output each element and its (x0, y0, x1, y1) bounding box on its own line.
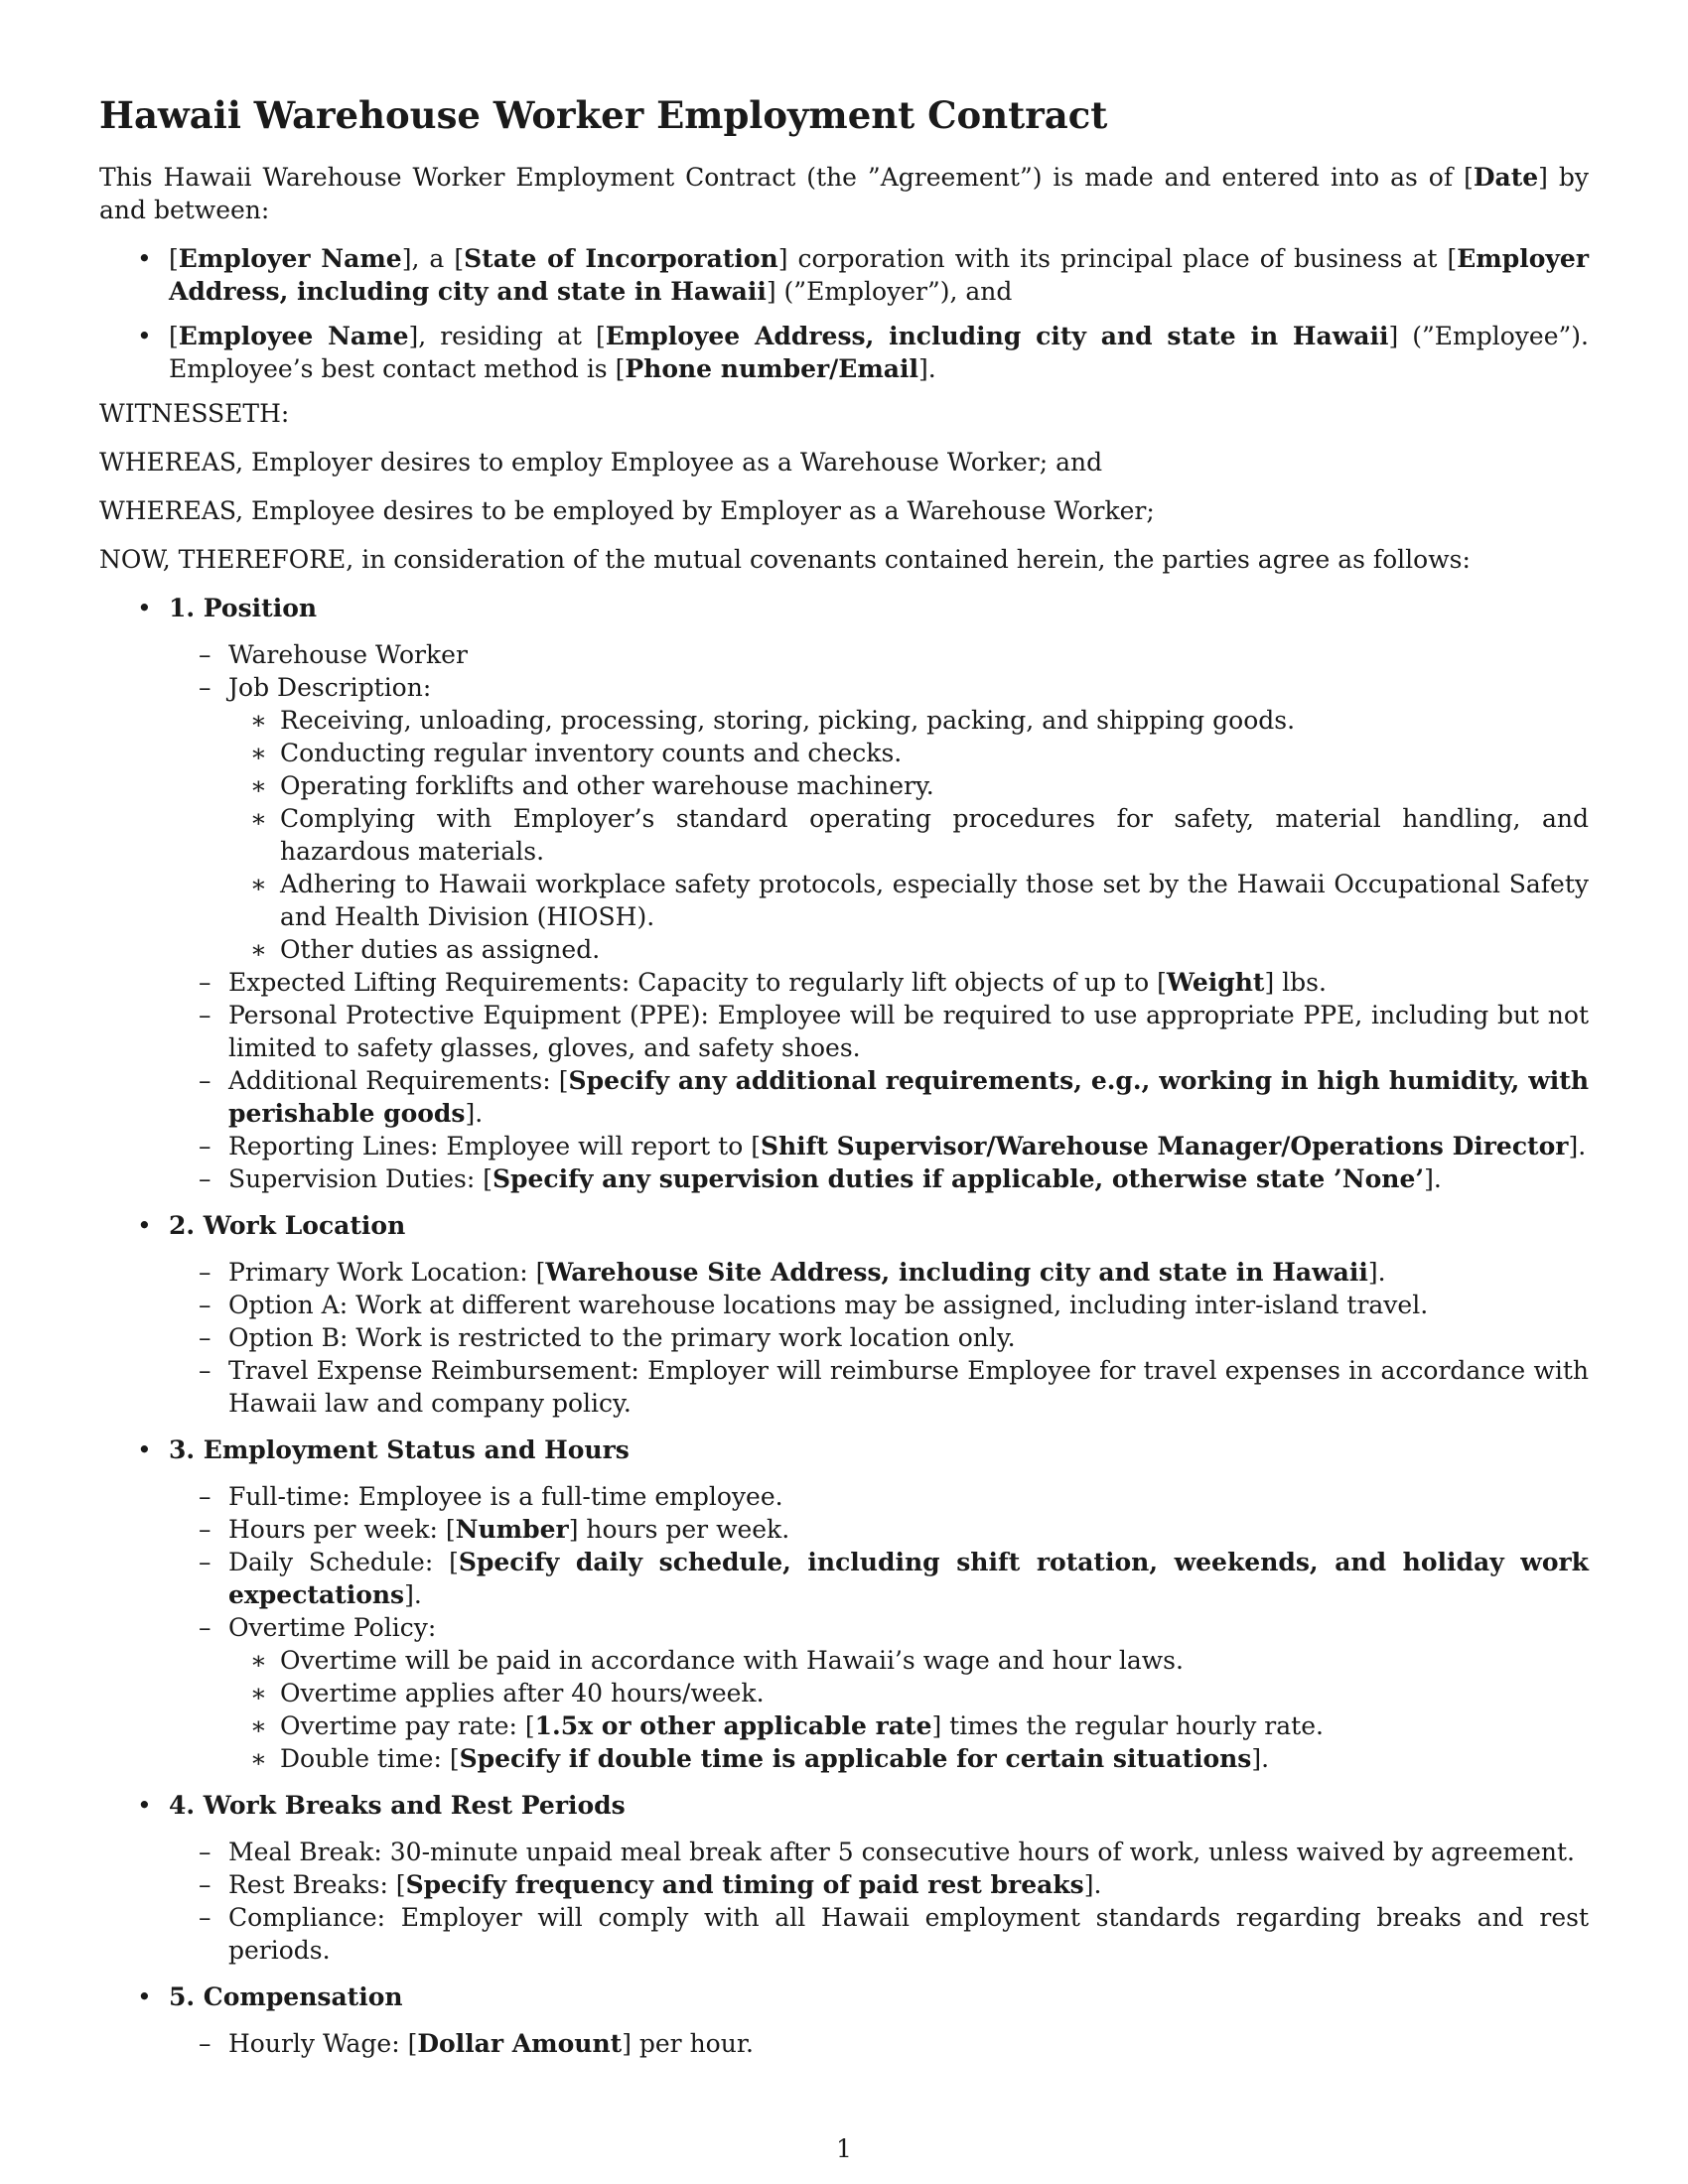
text: ] per hour. (622, 2029, 754, 2058)
list-item: – Full-time: Employee is a full-time employee. (169, 1480, 1589, 1513)
breaks-items (169, 1836, 1589, 1967)
page-number: 1 (836, 2134, 852, 2163)
list-item: ∗ Complying with Employer’s standard operating procedures for safety, material handling, and hazardous materials. (228, 802, 1589, 868)
section-position (99, 592, 1589, 1195)
text: Reporting Lines: Employee will report to [ (228, 1132, 761, 1160)
intro-paragraph (99, 161, 1589, 226)
text: ] (”Employee”). Employee’s best contact method is [ (169, 322, 1590, 383)
text: Daily Schedule: [ (228, 1548, 459, 1576)
text: Primary Work Location: [ (228, 1258, 546, 1287)
date-placeholder: Date (1473, 163, 1539, 192)
text: ] hours per week. (568, 1515, 790, 1544)
text: [ (169, 322, 179, 350)
text: ]. (465, 1099, 484, 1128)
text: ] times the regular hourly rate. (931, 1711, 1324, 1740)
sections-list (99, 592, 1589, 2060)
text: Supervision Duties: [ (228, 1164, 492, 1193)
weight-placeholder: Weight (1166, 968, 1265, 997)
employee-name-placeholder: Employee Name (178, 322, 409, 350)
text: ], residing at [ (408, 322, 606, 350)
section-title: • 3. Employment Status and Hours (169, 1435, 630, 1464)
reporting-placeholder: Shift Supervisor/Warehouse Manager/Operations Director (760, 1132, 1569, 1160)
list-item: – Warehouse Worker (169, 638, 1589, 671)
compensation-items (169, 2027, 1589, 2060)
list-item: ∗ Operating forklifts and other warehouse machinery. (228, 769, 1589, 802)
text: ] lbs. (1264, 968, 1327, 997)
text: ]. (1083, 1870, 1102, 1899)
employee-party (99, 320, 1589, 385)
document-page (99, 79, 1589, 2074)
employer-address-placeholder: Employer Address, including city and state in Hawaii (169, 244, 1589, 306)
site-address-placeholder: Warehouse Site Address, including city and state in Hawaii (545, 1258, 1368, 1287)
section-title: • 1. Position (169, 594, 318, 622)
whereas-employee: WHEREAS, Employee desires to be employed by Employer as a Warehouse Worker; (99, 496, 1155, 525)
list-item: ∗ Overtime applies after 40 hours/week. (228, 1677, 1589, 1709)
section-title: • 5. Compensation (169, 1982, 403, 2011)
intro-text: This Hawaii Warehouse Worker Employment Contract (the ”Agreement”) is made and entered into as of [ (99, 163, 1474, 192)
list-item (169, 1868, 1589, 1901)
text: ]. (404, 1580, 422, 1609)
list-item: ∗ Receiving, unloading, processing, storing, picking, packing, and shipping goods. (228, 704, 1589, 737)
wage-placeholder: Dollar Amount (417, 2029, 623, 2058)
section-breaks (99, 1789, 1589, 1967)
employer-name-placeholder: Employer Name (178, 244, 402, 273)
parties-list (99, 242, 1589, 385)
text: Double time: [ (280, 1744, 460, 1773)
list-item: ∗ Conducting regular inventory counts and checks. (228, 737, 1589, 769)
section-work-location (99, 1209, 1589, 1420)
list-item (169, 2027, 1589, 2060)
contact-placeholder: Phone number/Email (625, 354, 918, 383)
text: Expected Lifting Requirements: Capacity to regularly lift objects of up to [ (228, 968, 1167, 997)
overtime-rate-placeholder: 1.5x or other applicable rate (534, 1711, 932, 1740)
list-item (228, 1709, 1589, 1742)
text: ]. (1424, 1164, 1442, 1193)
whereas-employer: WHEREAS, Employer desires to employ Employee as a Warehouse Worker; and (99, 448, 1103, 477)
list-item: – Meal Break: 30-minute unpaid meal break after 5 consecutive hours of work, unless waived by agreement. (169, 1836, 1589, 1868)
list-item (169, 1546, 1589, 1611)
employer-party (99, 242, 1589, 308)
list-item (228, 1742, 1589, 1775)
text: Overtime pay rate: [ (280, 1711, 535, 1740)
list-item: – Travel Expense Reimbursement: Employer will reimburse Employee for travel expenses in accordance with Hawaii law and company policy. (169, 1354, 1589, 1420)
list-item: ∗ Other duties as assigned. (228, 933, 1589, 966)
document-title: Hawaii Warehouse Worker Employment Contract (99, 93, 1108, 137)
now-therefore: NOW, THEREFORE, in consideration of the mutual covenants contained herein, the parties agree as follows: (99, 545, 1471, 574)
text: ], a [ (401, 244, 465, 273)
text: Hourly Wage: [ (228, 2029, 418, 2058)
list-item: – Option A: Work at different warehouse locations may be assigned, including inter-island travel. (169, 1289, 1589, 1321)
list-item (169, 1256, 1589, 1289)
employee-address-placeholder: Employee Address, including city and state in Hawaii (605, 322, 1389, 350)
double-time-placeholder: Specify if double time is applicable for certain situations (459, 1744, 1252, 1773)
text: ] corporation with its principal place of business at [ (777, 244, 1458, 273)
list-item (169, 671, 1589, 966)
text: ]. (1251, 1744, 1270, 1773)
section-compensation (99, 1980, 1589, 2060)
list-item (169, 1611, 1589, 1775)
list-item (169, 1064, 1589, 1130)
list-item: – Option B: Work is restricted to the primary work location only. (169, 1321, 1589, 1354)
work-location-items (169, 1256, 1589, 1420)
list-item: – Compliance: Employer will comply with all Hawaii employment standards regarding breaks and rest periods. (169, 1901, 1589, 1967)
witnesseth: WITNESSETH: (99, 399, 290, 428)
text: Hours per week: [ (228, 1515, 456, 1544)
list-item (169, 1130, 1589, 1162)
state-placeholder: State of Incorporation (464, 244, 778, 273)
text: ] (”Employer”), and (766, 277, 1013, 306)
text: Additional Requirements: [ (228, 1066, 569, 1095)
section-title: • 4. Work Breaks and Rest Periods (169, 1791, 626, 1820)
job-description-label: Job Description: (228, 673, 432, 702)
schedule-placeholder: Specify daily schedule, including shift rotation, weekends, and holiday work expectations (228, 1548, 1589, 1609)
text: [ (169, 244, 179, 273)
overtime-label: Overtime Policy: (228, 1613, 437, 1642)
intro-text-end: ] by and between: (99, 163, 1590, 224)
list-item (169, 1513, 1589, 1546)
overtime-list (228, 1644, 1589, 1775)
employment-status-items (169, 1480, 1589, 1775)
position-items (169, 638, 1589, 1195)
text: ]. (917, 354, 936, 383)
text: ]. (1367, 1258, 1386, 1287)
text: Rest Breaks: [ (228, 1870, 406, 1899)
supervision-placeholder: Specify any supervision duties if applicable, otherwise state ’None’ (492, 1164, 1425, 1193)
section-employment-status (99, 1433, 1589, 1775)
list-item (169, 966, 1589, 999)
hours-placeholder: Number (455, 1515, 569, 1544)
job-description-list (228, 704, 1589, 966)
rest-breaks-placeholder: Specify frequency and timing of paid rest breaks (405, 1870, 1084, 1899)
list-item: ∗ Overtime will be paid in accordance with Hawaii’s wage and hour laws. (228, 1644, 1589, 1677)
additional-requirements-placeholder: Specify any additional requirements, e.g., working in high humidity, with perishable goods (228, 1066, 1589, 1128)
list-item: ∗ Adhering to Hawaii workplace safety protocols, especially those set by the Hawaii Occupational Safety and Health Division (HIOSH). (228, 868, 1589, 933)
list-item (169, 1162, 1589, 1195)
list-item: – Personal Protective Equipment (PPE): Employee will be required to use appropriate PPE, including but not limited to safety glasses, gloves, and safety shoes. (169, 999, 1589, 1064)
text: ]. (1568, 1132, 1587, 1160)
section-title: • 2. Work Location (169, 1211, 406, 1240)
